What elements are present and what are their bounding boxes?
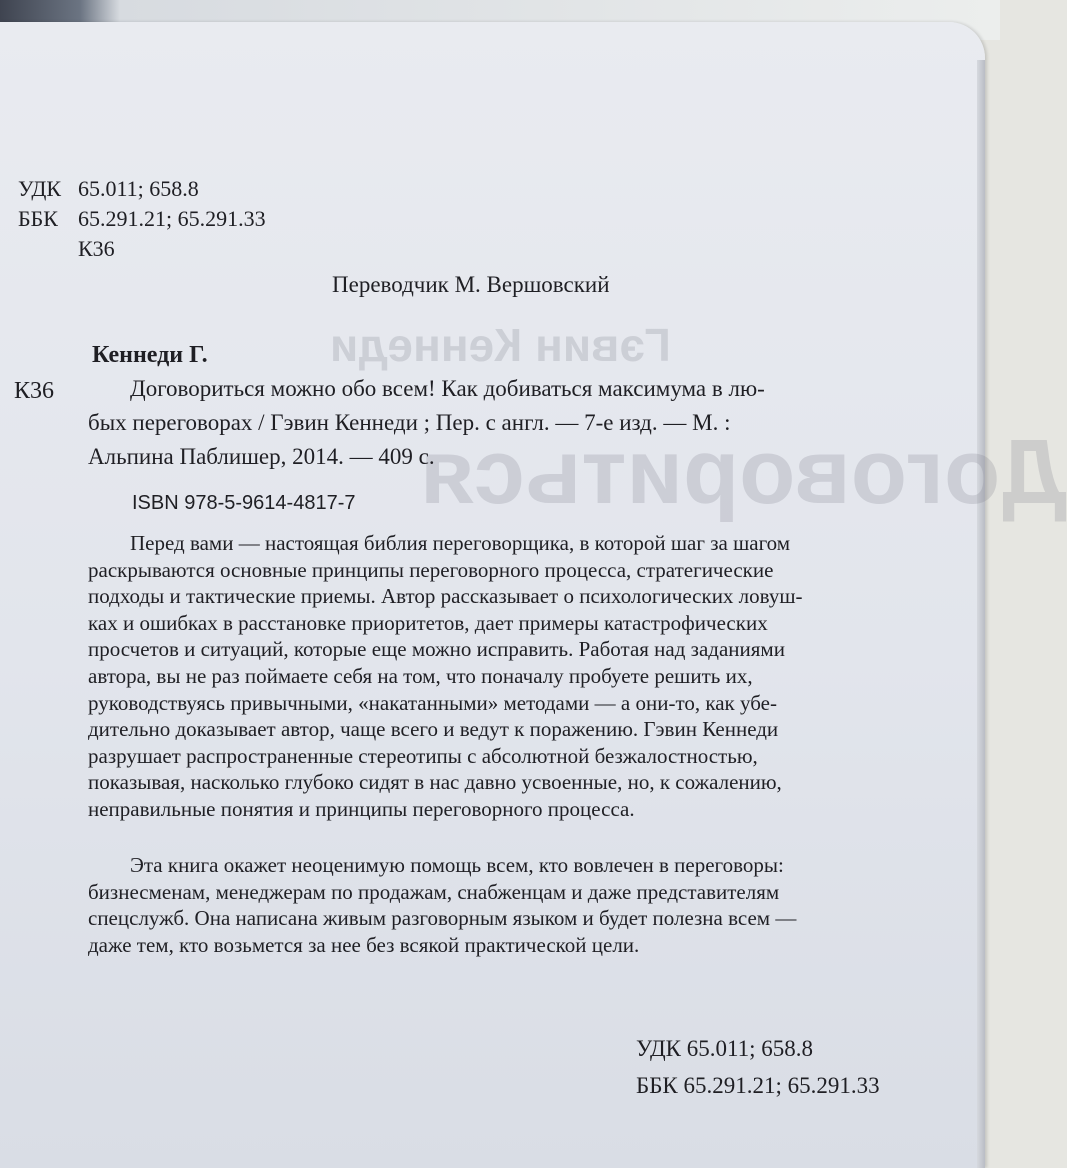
bib-line-3: Альпина Паблишер, 2014. — 409 с. (88, 444, 435, 469)
abstract-paragraph-2 (88, 852, 796, 958)
author-mark-left: К36 (14, 378, 55, 404)
bib-line-1: Договориться можно обо всем! Как добиваться максимума в лю- (130, 376, 765, 401)
paragraph-line: бизнесменам, менеджерам по продажам, снабженцам и даже представителям (88, 879, 780, 904)
paragraph-line: показывая, насколько глубоко сидят в нас давно усвоенные, но, к сожалению, (88, 770, 782, 795)
udk-value: 65.011; 658.8 (78, 176, 199, 201)
paragraph-line: спецслужб. Она написана живым разговорным языком и будет полезна всем — (88, 906, 797, 931)
bbk-top (18, 204, 266, 234)
page-edge (977, 60, 985, 1168)
bbk-label: ББК (18, 206, 58, 231)
paragraph-line: просчетов и ситуаций, которые еще можно исправить. Работая над заданиями (88, 637, 785, 662)
abstract-paragraph-1 (88, 530, 803, 823)
bbk-value: 65.291.21; 65.291.33 (78, 206, 266, 231)
paragraph-line: ках и ошибках в расстановке приоритетов, дает примеры катастрофических (88, 610, 768, 635)
udk-label: УДК (18, 176, 62, 201)
author-mark-top: К36 (78, 236, 115, 261)
paragraph-line: подходы и тактические приемы. Автор рассказывает о психологических ловуш- (88, 584, 803, 609)
show-through-author: Гэвин Кеннеди (330, 319, 671, 371)
paragraph-line: руководствуясь привычными, «накатанными» методами — а они-то, как убе- (88, 690, 777, 715)
paragraph-line: даже тем, кто возьмется за нее без всякой практической цели. (88, 932, 640, 957)
udk-top (18, 174, 199, 204)
paragraph-line: неправильные понятия и принципы переговорного процесса. (88, 796, 635, 821)
udk-bottom: УДК 65.011; 658.8 (636, 1036, 814, 1061)
paragraph-line: дительно доказывает автор, чаще всего и ведут к поражению. Гэвин Кеннеди (88, 717, 779, 742)
author-heading: Кеннеди Г. (92, 342, 208, 368)
paragraph-line: разрушает распространенные стереотипы с абсолютной безжалостностью, (88, 743, 758, 768)
paragraph-line: автора, вы не раз поймаете себя на том, что поначалу пробуете решить их, (88, 663, 753, 688)
bbk-bottom: ББК 65.291.21; 65.291.33 (636, 1073, 880, 1098)
translator-line: Переводчик М. Вершовский (332, 272, 610, 297)
paragraph-line: раскрываются основные принципы переговорного процесса, стратегические (88, 557, 774, 582)
bib-line-2: бых переговорах / Гэвин Кеннеди ; Пер. с англ. — 7-е изд. — М. : (88, 410, 731, 435)
paragraph-line: Эта книга окажет неоценимую помощь всем, кто вовлечен в переговоры: (130, 853, 784, 877)
isbn: ISBN 978-5-9614-4817-7 (132, 492, 356, 514)
paragraph-line: Перед вами — настоящая библия переговорщика, в которой шаг за шагом (130, 531, 791, 555)
show-through-title: Договориться (420, 421, 1067, 523)
